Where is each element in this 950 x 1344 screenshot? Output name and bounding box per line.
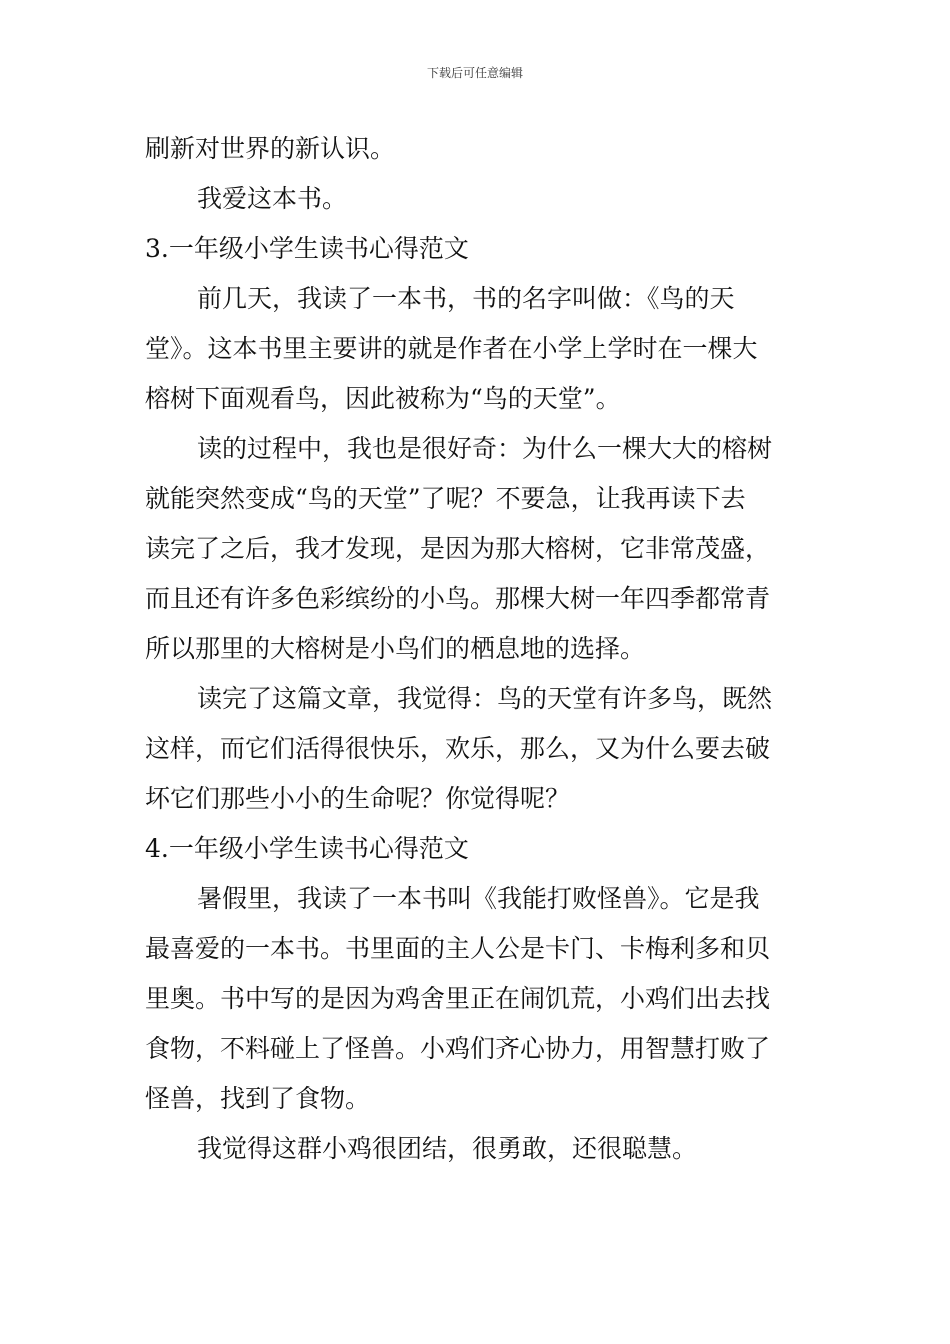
text-line: 而且还有许多色彩缤纷的小鸟。那棵大树一年四季都常青 <box>145 584 771 613</box>
text-line: 食物，不料碰上了怪兽。小鸡们齐心协力，用智慧打败了 <box>145 1034 771 1063</box>
text-line: 就能突然变成“鸟的天堂”了呢？不要急，让我再读下去 <box>145 484 746 513</box>
text-line: 榕树下面观看鸟，因此被称为“鸟的天堂”。 <box>145 384 621 413</box>
page-header: 下载后可任意编辑 <box>426 66 523 80</box>
text-line: 最喜爱的一本书。书里面的主人公是卡门、卡梅利多和贝 <box>145 934 771 963</box>
text-line: 暑假里，我读了一本书叫《我能打败怪兽》。它是我 <box>197 884 760 913</box>
text-line: 里奥。书中写的是因为鸡舍里正在闹饥荒，小鸡们出去找 <box>145 984 771 1013</box>
text-line: 堂》。这本书里主要讲的就是作者在小学上学时在一棵大 <box>145 334 758 363</box>
text-line: 坏它们那些小小的生命呢？你觉得呢？ <box>145 784 571 813</box>
section-heading-4: 4.一年级小学生读书心得范文 <box>145 834 469 863</box>
text-line: 读完了之后，我才发现，是因为那大榕树，它非常茂盛， <box>145 534 771 563</box>
text-line: 所以那里的大榕树是小鸟们的栖息地的选择。 <box>145 634 646 663</box>
text-line: 读的过程中，我也是很好奇：为什么一棵大大的榕树 <box>197 434 773 463</box>
text-line: 读完了这篇文章，我觉得：鸟的天堂有许多鸟，既然 <box>197 684 773 713</box>
text-line: 我觉得这群小鸡很团结，很勇敢，还很聪慧。 <box>197 1134 698 1163</box>
text-line: 这样，而它们活得很快乐，欢乐，那么，又为什么要去破 <box>145 734 771 763</box>
text-line: 前几天，我读了一本书，书的名字叫做：《鸟的天 <box>197 284 735 313</box>
document-body <box>145 124 810 1174</box>
text-line: 我爱这本书。 <box>197 184 348 213</box>
text-line: 怪兽，找到了食物。 <box>145 1084 371 1113</box>
text-line: 刷新对世界的新认识。 <box>145 134 396 163</box>
section-heading-3: 3.一年级小学生读书心得范文 <box>145 234 469 263</box>
